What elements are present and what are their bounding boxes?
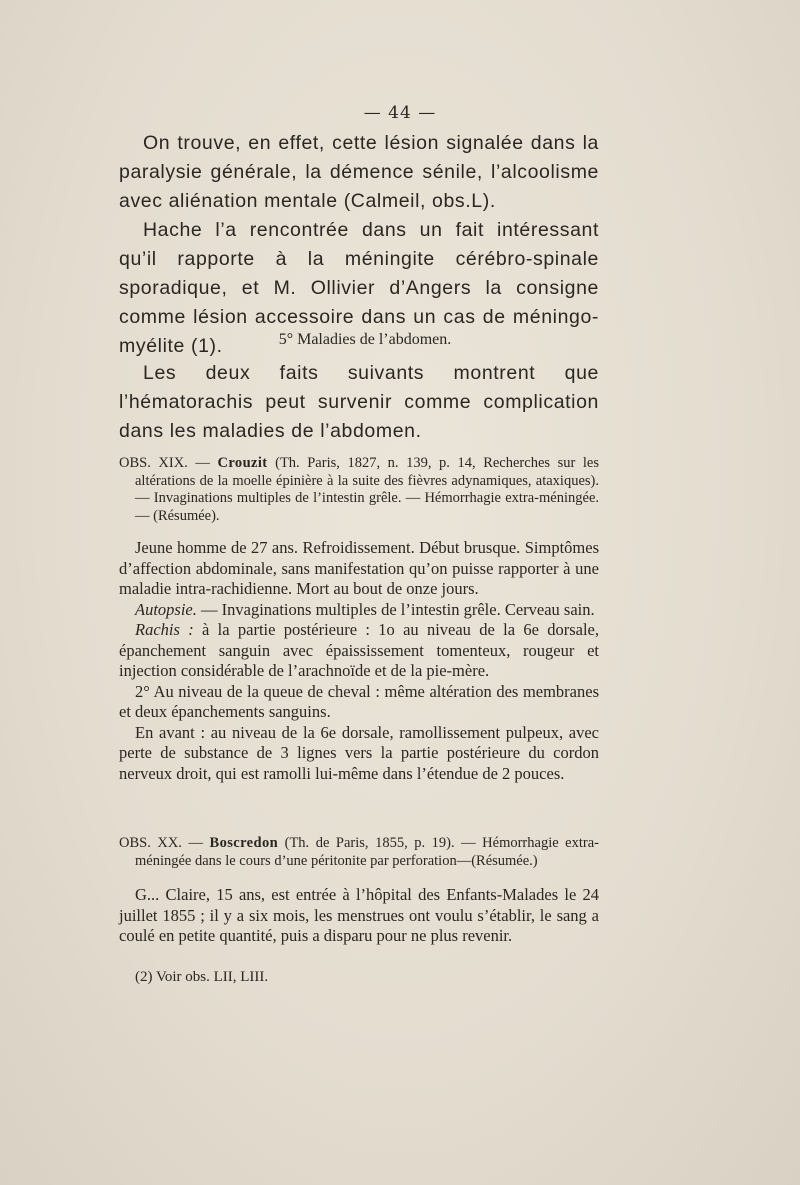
- paragraph: Hache l’a rencontrée dans un fait intéressant qu’il rapporte à la méningite cérébro-spinale sporadique, et M. Ollivier d’Angers la consigne comme lésion accessoire dans un cas de méningo-myélite (1).: [119, 219, 599, 357]
- paragraph: [119, 620, 599, 682]
- paragraph: En avant : au niveau de la 6e dorsale, ramollissement pulpeux, avec perte de substance de 3 lignes vers la partie postérieure du cordon nerveux droit, qui est ramolli lui-même dans l’étendue de 2 pouces.: [119, 722, 599, 783]
- obs-label: OBS. XX. —: [119, 835, 203, 851]
- autopsie-text: — Invaginations multiples de l’intestin grêle. Cerveau sain.: [196, 599, 595, 619]
- rachis-label: Rachis :: [135, 620, 194, 639]
- obs-author: Crouzit: [217, 455, 268, 471]
- observation-19-header: [119, 455, 599, 525]
- paragraph: 2° Au niveau de la queue de cheval : même altération des membranes et deux épanchements sanguins.: [119, 681, 599, 721]
- obs-label: OBS. XIX. —: [119, 455, 210, 471]
- paragraph: [119, 600, 599, 621]
- paragraph: On trouve, en effet, cette lésion signalée dans la paralysie générale, la démence sénile, l’alcoolisme avec aliénation mentale (Calmeil, obs.L).: [119, 132, 599, 212]
- observation-20-body: [119, 885, 599, 947]
- obs-author: Boscredon: [209, 835, 279, 851]
- page-number: — 44 —: [363, 103, 437, 123]
- intro-text: [119, 129, 599, 361]
- paragraph: Les deux faits suivants montrent que l’hématorachis peut survenir comme complication dans les maladies de l’abdomen.: [119, 362, 599, 442]
- obs-citation: (Th. de Paris, 1855, p. 19). — Hémorrhagie extra-méningée dans le cours d’une péritonite par perforation—(Résumée.): [135, 835, 599, 869]
- autopsie-label: Autopsie.: [135, 599, 197, 619]
- obs-citation: (Th. Paris, 1827, n. 139, p. 14, Recherches sur les altérations de la moelle épinière à la suite des fièvres adynamiques, ataxiques). — Invaginations multiples de l’intestin grêle. — Hémorrhagie extra-méningée.— (Résumée).: [135, 455, 600, 524]
- section-intro: [119, 359, 599, 446]
- section-heading: 5° Maladies de l’abdomen.: [278, 331, 452, 348]
- paragraph: G... Claire, 15 ans, est entrée à l’hôpital des Enfants-Malades le 24 juillet 1855 ; il y a six mois, les menstrues ont voulu s’établir, le sang a coulé en petite quantité, puis a disparu pour ne plus revenir.: [119, 885, 599, 945]
- footnote: (2) Voir obs. LII, LIII.: [135, 969, 269, 985]
- paragraph: Jeune homme de 27 ans. Refroidissement. Début brusque. Simptômes d’affection abdominale, sans manifestation qu’on puisse rapporter à une maladie intra-rachidienne. Mort au bout de onze jours.: [119, 538, 599, 598]
- rachis-text: à la partie postérieure : 1o au niveau de la 6e dorsale, épanchement sanguin avec épaississement tomenteux, rougeur et injection considérable de l’arachnoïde et de la pie-mère.: [119, 620, 599, 680]
- observation-20-header: [119, 835, 599, 870]
- observation-19-body: [119, 538, 599, 784]
